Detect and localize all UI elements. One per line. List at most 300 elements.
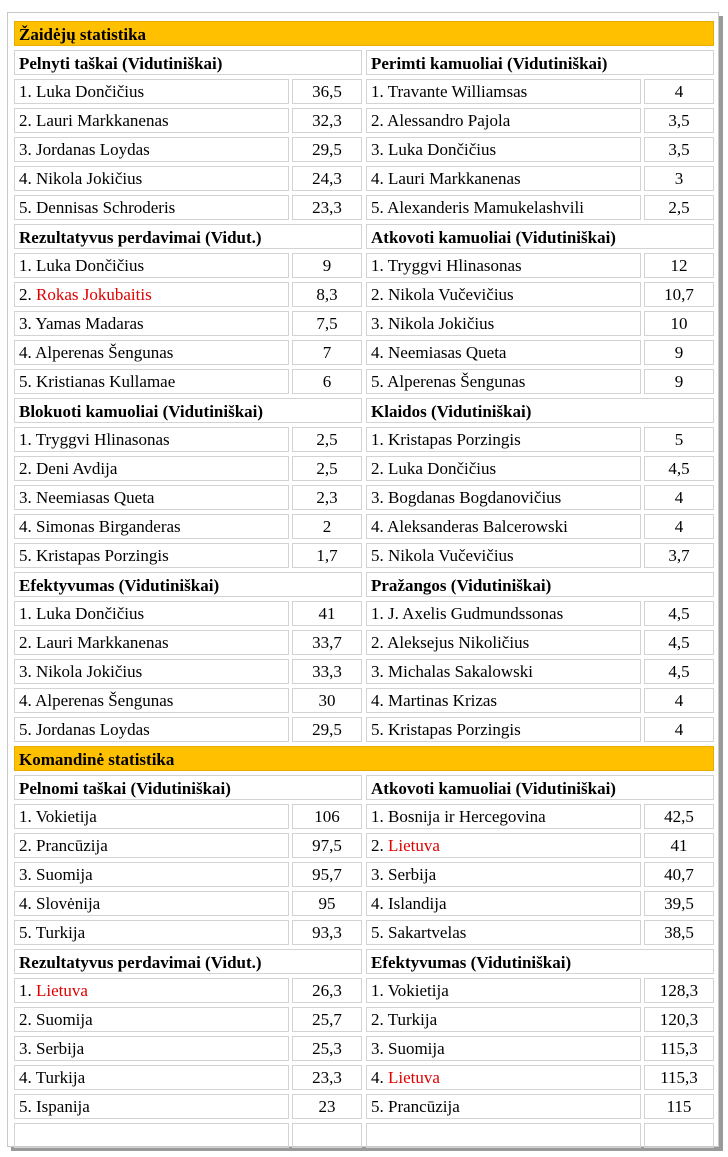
table-row	[14, 79, 362, 104]
name-cell	[366, 253, 641, 278]
value-cell: 33,3	[292, 659, 362, 684]
entry-name: Yamas Madaras	[35, 314, 144, 333]
table-row	[14, 282, 362, 307]
block-title: Pelnomi taškai (Vidutiniškai)	[14, 775, 362, 800]
table-row	[14, 427, 362, 452]
value-cell: 2,5	[644, 195, 714, 220]
rank-number: 2.	[19, 836, 32, 855]
name-cell	[366, 862, 641, 887]
stat-block	[366, 398, 714, 572]
table-row	[14, 369, 362, 394]
table-row	[14, 862, 362, 887]
name-cell	[366, 891, 641, 916]
table-row	[366, 1065, 714, 1090]
table-row	[366, 195, 714, 220]
name-cell	[14, 1123, 289, 1148]
rank-number: 1.	[371, 981, 384, 1000]
table-row	[366, 1123, 714, 1148]
entry-name: Turkija	[35, 1068, 86, 1087]
rank-number: 1.	[371, 807, 384, 826]
entry-name: Aleksejus Nikoličius	[387, 633, 530, 652]
value-cell: 2,3	[292, 485, 362, 510]
entry-name: Tryggvi Hlinasonas	[35, 430, 170, 449]
value-cell: 115,3	[644, 1065, 714, 1090]
rank-number: 4.	[371, 894, 384, 913]
entry-name: Lietuva	[388, 836, 440, 855]
name-cell	[366, 195, 641, 220]
rank-number: 1.	[371, 604, 384, 623]
value-cell: 1,7	[292, 543, 362, 568]
table-row	[366, 978, 714, 1003]
rank-number: 4.	[371, 691, 384, 710]
entry-name: Jordanas Loydas	[36, 720, 150, 739]
value-cell: 29,5	[292, 137, 362, 162]
stat-block	[14, 398, 362, 572]
rank-number: 4.	[371, 169, 384, 188]
rank-number: 3.	[371, 662, 384, 681]
name-cell	[14, 1094, 289, 1119]
stat-block	[366, 949, 714, 1152]
rank-number: 5.	[19, 923, 32, 942]
table-row	[14, 804, 362, 829]
stats-frame	[7, 12, 719, 1147]
entry-name: Alexanderis Mamukelashvili	[387, 198, 584, 217]
value-cell: 25,7	[292, 1007, 362, 1032]
entry-name: Alperenas Šengunas	[35, 691, 174, 710]
block-title: Atkovoti kamuoliai (Vidutiniškai)	[366, 775, 714, 800]
value-cell: 97,5	[292, 833, 362, 858]
value-cell: 3,7	[644, 543, 714, 568]
entry-name: Nikola Vučevičius	[388, 546, 514, 565]
value-cell: 9	[644, 340, 714, 365]
rank-number: 2.	[19, 459, 32, 478]
value-cell: 38,5	[644, 920, 714, 945]
value-cell: 9	[644, 369, 714, 394]
rank-number: 5.	[371, 546, 384, 565]
table-row	[14, 891, 362, 916]
value-cell: 10,7	[644, 282, 714, 307]
name-cell	[14, 920, 289, 945]
entry-name: Bosnija ir Hercegovina	[388, 807, 546, 826]
rank-number: 1.	[371, 82, 384, 101]
rank-number: 3.	[371, 488, 384, 507]
name-cell	[366, 137, 641, 162]
name-cell	[14, 427, 289, 452]
value-cell: 3,5	[644, 137, 714, 162]
table-row	[366, 804, 714, 829]
value-cell: 4	[644, 485, 714, 510]
entry-name: Aleksanderas Balcerowski	[387, 517, 568, 536]
value-cell: 12	[644, 253, 714, 278]
entry-name: Lauri Markkanenas	[36, 633, 169, 652]
entry-name: Serbija	[388, 865, 437, 884]
entry-name: Michalas Sakalowski	[388, 662, 533, 681]
block-title: Rezultatyvus perdavimai (Vidut.)	[14, 224, 362, 249]
rank-number: 4.	[19, 517, 32, 536]
rank-number: 2.	[371, 459, 384, 478]
rank-number: 1.	[19, 430, 32, 449]
value-cell: 6	[292, 369, 362, 394]
rank-number: 4.	[19, 343, 32, 362]
entry-name: Nikola Vučevičius	[388, 285, 514, 304]
table-row	[366, 166, 714, 191]
block-title: Blokuoti kamuoliai (Vidutiniškai)	[14, 398, 362, 423]
block-title: Atkovoti kamuoliai (Vidutiniškai)	[366, 224, 714, 249]
value-cell: 120,3	[644, 1007, 714, 1032]
rank-number: 3.	[19, 314, 32, 333]
entry-name: Lauri Markkanenas	[388, 169, 521, 188]
rank-number: 3.	[371, 314, 384, 333]
table-row	[366, 1036, 714, 1061]
table-row	[14, 688, 362, 713]
value-cell: 4,5	[644, 601, 714, 626]
table-row	[366, 514, 714, 539]
table-row	[366, 108, 714, 133]
value-cell: 10	[644, 311, 714, 336]
block-title: Rezultatyvus perdavimai (Vidut.)	[14, 949, 362, 974]
entry-name: Nikola Jokičius	[36, 169, 143, 188]
name-cell	[14, 282, 289, 307]
value-cell: 4,5	[644, 659, 714, 684]
rank-number: 4.	[19, 691, 32, 710]
name-cell	[14, 688, 289, 713]
table-row	[366, 659, 714, 684]
name-cell	[366, 543, 641, 568]
table-row	[14, 456, 362, 481]
table-row	[14, 514, 362, 539]
table-row	[366, 833, 714, 858]
table-row	[366, 427, 714, 452]
name-cell	[366, 311, 641, 336]
rank-number: 2.	[19, 285, 32, 304]
rank-number: 5.	[19, 198, 32, 217]
name-cell	[14, 485, 289, 510]
entry-name: Lietuva	[388, 1068, 440, 1087]
name-cell	[366, 978, 641, 1003]
table-row	[366, 891, 714, 916]
rank-number: 1.	[19, 807, 32, 826]
name-cell	[14, 311, 289, 336]
table-row	[366, 1007, 714, 1032]
table-row	[14, 833, 362, 858]
entry-name: Sakartvelas	[388, 923, 467, 942]
stat-block	[14, 50, 362, 224]
value-cell: 93,3	[292, 920, 362, 945]
name-cell	[14, 195, 289, 220]
rank-number: 2.	[371, 111, 384, 130]
entry-name: Rokas Jokubaitis	[36, 285, 152, 304]
rank-number: 1.	[19, 604, 32, 623]
name-cell	[14, 253, 289, 278]
value-cell: 36,5	[292, 79, 362, 104]
name-cell	[366, 1065, 641, 1090]
name-cell	[366, 456, 641, 481]
value-cell: 3,5	[644, 108, 714, 133]
block-title: Efektyvumas (Vidutiniškai)	[366, 949, 714, 974]
entry-name: Islandija	[388, 894, 447, 913]
name-cell	[14, 891, 289, 916]
rank-number: 3.	[19, 488, 32, 507]
rank-number: 4.	[19, 1068, 32, 1087]
name-cell	[366, 485, 641, 510]
entry-name: Ispanija	[36, 1097, 90, 1116]
name-cell	[14, 79, 289, 104]
table-row	[366, 311, 714, 336]
table-row	[14, 166, 362, 191]
entry-name: Deni Avdija	[36, 459, 118, 478]
name-cell	[14, 804, 289, 829]
name-cell	[366, 630, 641, 655]
entry-name: Kristapas Porzingis	[388, 720, 521, 739]
rank-number: 1.	[371, 256, 384, 275]
rank-number: 5.	[371, 372, 384, 391]
stat-block	[366, 775, 714, 949]
name-cell	[14, 1065, 289, 1090]
entry-name: Kristapas Porzingis	[36, 546, 169, 565]
value-cell: 115	[644, 1094, 714, 1119]
table-row	[366, 137, 714, 162]
table-row	[14, 253, 362, 278]
name-cell	[14, 862, 289, 887]
block-title: Pražangos (Vidutiniškai)	[366, 572, 714, 597]
value-cell: 128,3	[644, 978, 714, 1003]
name-cell	[366, 1123, 641, 1148]
value-cell: 4	[644, 688, 714, 713]
value-cell	[644, 1123, 714, 1148]
rank-number: 2.	[371, 1010, 384, 1029]
rank-number: 4.	[371, 343, 384, 362]
entry-name: Simonas Birganderas	[36, 517, 181, 536]
name-cell	[366, 166, 641, 191]
table-row	[14, 1123, 362, 1148]
entry-name: Turkija	[387, 1010, 438, 1029]
entry-name: Luka Dončičius	[388, 459, 497, 478]
value-cell: 24,3	[292, 166, 362, 191]
name-cell	[366, 427, 641, 452]
entry-name: Kristianas Kullamae	[36, 372, 176, 391]
block-title: Pelnyti taškai (Vidutiniškai)	[14, 50, 362, 75]
value-cell: 4	[644, 717, 714, 742]
name-cell	[366, 282, 641, 307]
table-row	[366, 340, 714, 365]
rank-number: 4.	[19, 169, 32, 188]
value-cell: 41	[644, 833, 714, 858]
block-title: Klaidos (Vidutiniškai)	[366, 398, 714, 423]
section-banner: Žaidėjų statistika	[14, 21, 714, 46]
rank-number: 2.	[19, 633, 32, 652]
name-cell	[366, 340, 641, 365]
value-cell: 41	[292, 601, 362, 626]
stat-block	[14, 949, 362, 1152]
name-cell	[366, 717, 641, 742]
entry-name: Suomija	[388, 1039, 445, 1058]
value-cell: 4,5	[644, 630, 714, 655]
table-row	[366, 456, 714, 481]
name-cell	[14, 514, 289, 539]
value-cell: 8,3	[292, 282, 362, 307]
value-cell: 23,3	[292, 195, 362, 220]
entry-name: Luka Dončičius	[36, 82, 145, 101]
table-row	[366, 717, 714, 742]
table-row	[366, 485, 714, 510]
value-cell: 2	[292, 514, 362, 539]
entry-name: Travante Williamsas	[387, 82, 528, 101]
entry-name: Lietuva	[36, 981, 88, 1000]
rank-number: 2.	[19, 111, 32, 130]
rank-number: 5.	[19, 372, 32, 391]
rank-number: 2.	[371, 285, 384, 304]
entry-name: Turkija	[35, 923, 86, 942]
table-row	[14, 1094, 362, 1119]
value-cell: 33,7	[292, 630, 362, 655]
name-cell	[14, 717, 289, 742]
value-cell: 23	[292, 1094, 362, 1119]
value-cell: 95,7	[292, 862, 362, 887]
table-row	[366, 79, 714, 104]
value-cell: 32,3	[292, 108, 362, 133]
value-cell: 26,3	[292, 978, 362, 1003]
rank-number: 4.	[19, 894, 32, 913]
name-cell	[366, 1007, 641, 1032]
stat-block	[366, 50, 714, 224]
name-cell	[14, 1007, 289, 1032]
value-cell: 40,7	[644, 862, 714, 887]
entry-name: Luka Dončičius	[388, 140, 497, 159]
rank-number: 5.	[371, 720, 384, 739]
entry-name: Jordanas Loydas	[36, 140, 150, 159]
entry-name: Vokietija	[35, 807, 97, 826]
entry-name: Neemiasas Queta	[36, 488, 155, 507]
table-row	[366, 630, 714, 655]
name-cell	[366, 833, 641, 858]
rank-number: 2.	[19, 1010, 32, 1029]
table-row	[14, 601, 362, 626]
value-cell: 4,5	[644, 456, 714, 481]
value-cell: 29,5	[292, 717, 362, 742]
name-cell	[14, 543, 289, 568]
table-row	[14, 195, 362, 220]
value-cell: 25,3	[292, 1036, 362, 1061]
rank-number: 5.	[19, 546, 32, 565]
entry-name: Nikola Jokičius	[36, 662, 143, 681]
name-cell	[366, 804, 641, 829]
entry-name: Suomija	[36, 865, 93, 884]
name-cell	[14, 833, 289, 858]
rank-number: 4.	[371, 1068, 384, 1087]
rank-number: 5.	[19, 1097, 32, 1116]
stat-block	[14, 775, 362, 949]
entry-name: Bogdanas Bogdanovičius	[388, 488, 562, 507]
entry-name: Slovėnija	[36, 894, 101, 913]
name-cell	[14, 108, 289, 133]
entry-name: Serbija	[36, 1039, 85, 1058]
name-cell	[366, 369, 641, 394]
name-cell	[366, 108, 641, 133]
table-row	[14, 108, 362, 133]
table-row	[366, 601, 714, 626]
stat-block	[366, 224, 714, 398]
rank-number: 5.	[371, 198, 384, 217]
name-cell	[14, 456, 289, 481]
stat-block	[366, 572, 714, 746]
entry-name: Alperenas Šengunas	[387, 372, 526, 391]
block-title: Efektyvumas (Vidutiniškai)	[14, 572, 362, 597]
entry-name: Luka Dončičius	[36, 256, 145, 275]
name-cell	[366, 79, 641, 104]
entry-name: Tryggvi Hlinasonas	[387, 256, 522, 275]
entry-name: Neemiasas Queta	[388, 343, 507, 362]
name-cell	[366, 601, 641, 626]
table-row	[366, 1094, 714, 1119]
value-cell: 7	[292, 340, 362, 365]
stats-grid	[14, 21, 714, 1152]
block-title: Perimti kamuoliai (Vidutiniškai)	[366, 50, 714, 75]
name-cell	[366, 514, 641, 539]
rank-number: 1.	[371, 430, 384, 449]
section-banner: Komandinė statistika	[14, 746, 714, 771]
name-cell	[14, 137, 289, 162]
entry-name: Dennisas Schroderis	[36, 198, 176, 217]
table-row	[14, 543, 362, 568]
value-cell: 95	[292, 891, 362, 916]
name-cell	[14, 166, 289, 191]
name-cell	[366, 1036, 641, 1061]
table-row	[14, 659, 362, 684]
table-row	[366, 253, 714, 278]
value-cell: 42,5	[644, 804, 714, 829]
table-row	[366, 282, 714, 307]
table-row	[14, 137, 362, 162]
rank-number: 4.	[371, 517, 384, 536]
name-cell	[14, 601, 289, 626]
entry-name: Alperenas Šengunas	[35, 343, 174, 362]
table-row	[14, 717, 362, 742]
rank-number: 3.	[19, 662, 32, 681]
name-cell	[14, 630, 289, 655]
entry-name: Lauri Markkanenas	[36, 111, 169, 130]
entry-name: J. Axelis Gudmundssonas	[388, 604, 564, 623]
value-cell: 3	[644, 166, 714, 191]
entry-name: Alessandro Pajola	[387, 111, 511, 130]
table-row	[366, 688, 714, 713]
name-cell	[366, 920, 641, 945]
name-cell	[14, 978, 289, 1003]
entry-name: Suomija	[36, 1010, 93, 1029]
table-row	[14, 340, 362, 365]
value-cell: 39,5	[644, 891, 714, 916]
entry-name: Luka Dončičius	[36, 604, 145, 623]
rank-number: 5.	[371, 923, 384, 942]
name-cell	[366, 688, 641, 713]
stat-block	[14, 224, 362, 398]
entry-name: Vokietija	[387, 981, 449, 1000]
name-cell	[366, 659, 641, 684]
stat-block	[14, 572, 362, 746]
table-row	[14, 630, 362, 655]
rank-number: 1.	[19, 256, 32, 275]
entry-name: Nikola Jokičius	[388, 314, 495, 333]
value-cell: 4	[644, 514, 714, 539]
table-row	[14, 485, 362, 510]
value-cell: 115,3	[644, 1036, 714, 1061]
rank-number: 5.	[371, 1097, 384, 1116]
table-row	[14, 1007, 362, 1032]
value-cell	[292, 1123, 362, 1148]
rank-number: 2.	[371, 836, 384, 855]
entry-name: Kristapas Porzingis	[388, 430, 521, 449]
entry-name: Prancūzija	[36, 836, 108, 855]
table-row	[14, 920, 362, 945]
